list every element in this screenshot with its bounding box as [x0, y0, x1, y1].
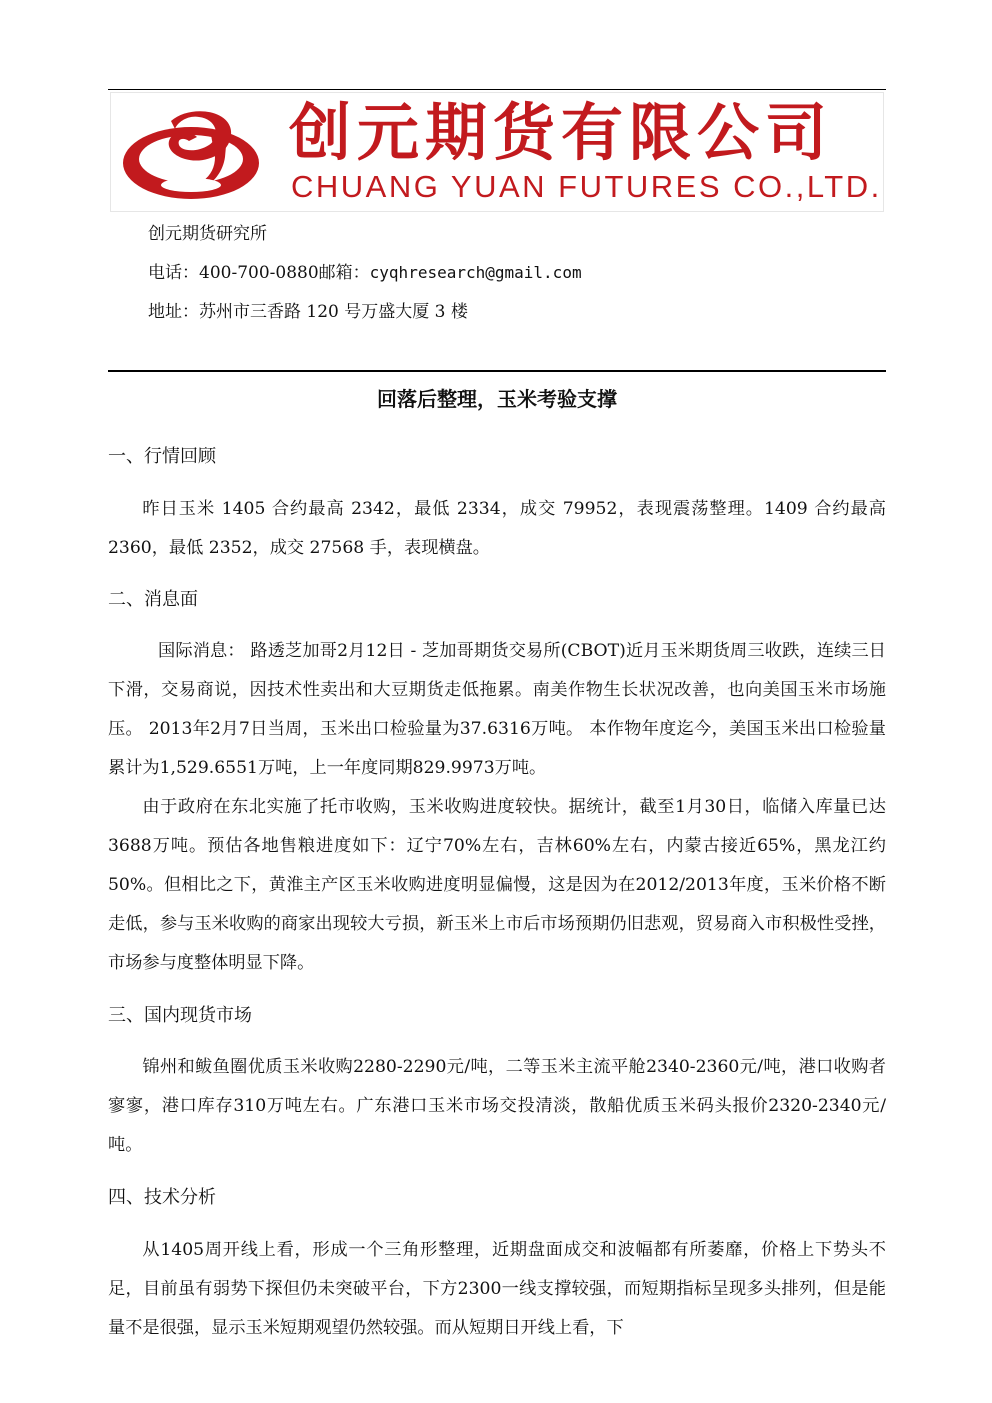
header-top-rule — [108, 89, 886, 90]
section-heading-technical-analysis: 四、技术分析 — [108, 1187, 216, 1208]
header-divider — [108, 370, 886, 372]
section-heading-news: 二、消息面 — [108, 589, 198, 610]
paragraph-market-review: 昨日玉米 1405 合约最高 2342，最低 2334，成交 79952，表现震荡整理。1409 合约最高 2360，最低 2352，成交 27568 手，表现横盘。 — [108, 499, 886, 558]
email-address: cyqhresearch@gmail.com — [369, 263, 582, 282]
paragraph-international-news: 国际消息： 路透芝加哥2月12日 - 芝加哥期货交易所(CBOT)近月玉米期货周三收跌，连续三日下滑，交易商说，因技术性卖出和大豆期货走低拖累。南美作物生长状况改善，也向美国玉米市场施压。 2013年2月7日当周，玉米出口检验量为37.6316万吨。 本作物年度迄今，美国玉米出口检验量累计为1,529.6551万吨，上一年度同期829.9973万吨。 — [108, 641, 886, 778]
address-value: 苏州市三香路 120 号万盛大厦 3 楼 — [199, 302, 468, 322]
logo-chinese-name: 创元期货有限公司 — [289, 96, 834, 169]
company-logo-banner — [110, 92, 884, 212]
email-label: 邮箱： — [318, 263, 370, 283]
section-heading-spot-market: 三、国内现货市场 — [108, 1005, 252, 1026]
paragraph-spot-market: 锦州和鲅鱼圈优质玉米收购2280-2290元/吨，二等玉米主流平舱2340-2360元/吨，港口收购者寥寥，港口库存310万吨左右。广东港口玉米市场交投清淡，散船优质玉米码头报价2320-2340元/吨。 — [108, 1057, 886, 1155]
contact-phone-line — [148, 261, 582, 285]
address-label: 地址： — [148, 302, 199, 322]
logo-english-name: CHUANG YUAN FUTURES CO.,LTD. — [291, 169, 882, 204]
section-heading-market-review: 一、行情回顾 — [108, 446, 216, 467]
page-title: 回落后整理，玉米考验支撑 — [377, 387, 617, 411]
paragraph-domestic-purchase: 由于政府在东北实施了托市收购，玉米收购进度较快。据统计，截至1月30日，临储入库量已达3688万吨。预估各地售粮进度如下：辽宁70%左右，吉林60%左右，内蒙古接近65%，黑龙江约50%。但相比之下，黄淮主产区玉米收购进度明显偏慢，这是因为在2012/2013年度，玉米价格不断走低，参与玉米收购的商家出现较大亏损，新玉米上市后市场预期仍旧悲观，贸易商入市积极性受挫，市场参与度整体明显下降。 — [108, 797, 886, 973]
phone-number: 400-700-0880 — [199, 263, 319, 283]
paragraph-technical-analysis: 从1405周开线上看，形成一个三角形整理，近期盘面成交和波幅都有所萎靡，价格上下势头不足，目前虽有弱势下探但仍未突破平台，下方2300一线支撑较强，而短期指标呈现多头排列，但是能量不是很强，显示玉米短期观望仍然较强。而从短期日开线上看，下 — [108, 1240, 886, 1338]
phone-label: 电话： — [148, 263, 199, 283]
contact-address-line — [148, 300, 468, 324]
company-logo-icon — [119, 101, 269, 205]
contact-org: 创元期货研究所 — [148, 224, 267, 244]
